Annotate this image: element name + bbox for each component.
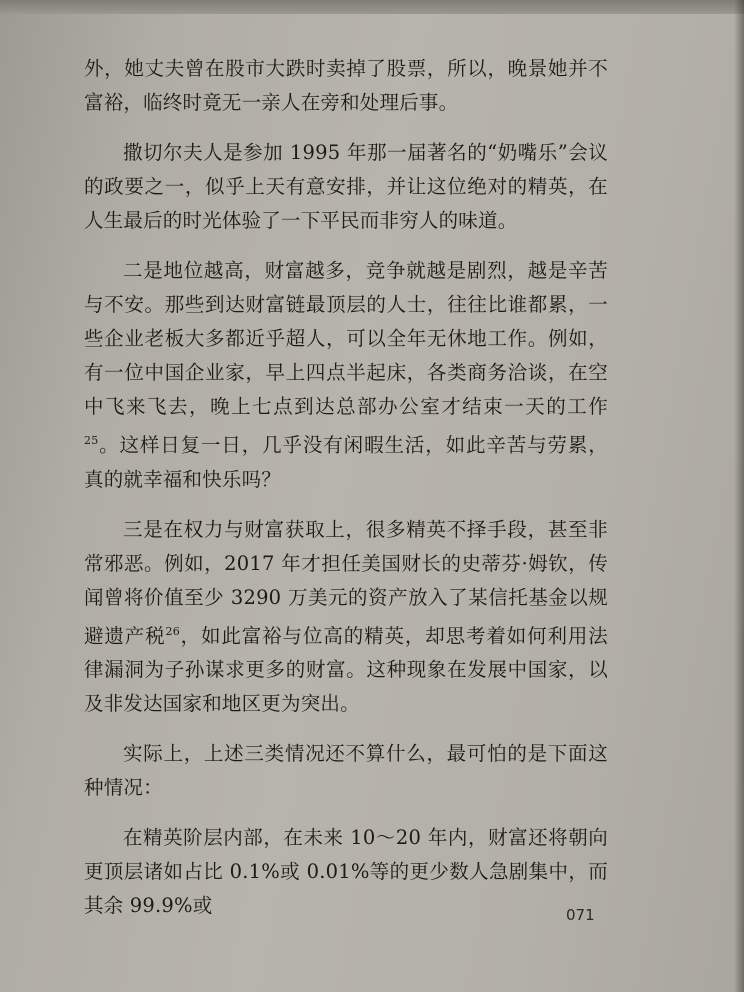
paragraph-4-text-after: ，如此富裕与位高的精英，却思考着如何利用法律漏洞为子孙谋求更多的财富。这种现象在发展中国家，以及非发达国家和地区更为突出。: [84, 624, 608, 715]
paragraph-6: [84, 821, 608, 923]
page-right-shadow: [734, 0, 744, 992]
footnote-ref-25: 25: [84, 434, 99, 447]
page-number: 071: [566, 906, 595, 924]
paragraph-5: [84, 737, 608, 805]
paragraph-5-text: 实际上，上述三类情况还不算什么，最可怕的是下面这种情况：: [84, 742, 608, 799]
paragraph-1: [84, 52, 608, 120]
footnote-ref-26: 26: [165, 624, 180, 638]
paragraph-4-text-before: 三是在权力与财富获取上，很多精英不择手段，甚至非常邪恶。例如，2017 年才担任美国财长的史蒂芬·姆钦，传闻曾将价值至少 3290 万美元的资产放入了某信托基金以规避遗产税: [84, 517, 608, 647]
paragraph-3-text-before: 二是地位越高，财富越多，竞争就越是剧烈，越是辛苦与不安。那些到达财富链最顶层的人士，往往比谁都累，一些企业老板大多都近乎超人，可以全年无休地工作。例如，有一位中国企业家，早上四点半起床，各类商务洽谈，在空中飞来飞去，晚上七点到达总部办公室才结束一天的工作: [84, 259, 608, 418]
paragraph-3: [84, 254, 608, 497]
paragraph-1-text: 外，她丈夫曾在股市大跌时卖掉了股票，所以，晚景她并不富裕，临终时竟无一亲人在旁和处理后事。: [84, 57, 608, 114]
paragraph-3-text-after: 。这样日复一日，几乎没有闲暇生活，如此辛苦与劳累，真的就幸福和快乐吗？: [84, 433, 608, 491]
body-text: [84, 52, 608, 923]
paragraph-6-text: 在精英阶层内部，在未来 10～20 年内，财富还将朝向更顶层诸如占比 0.1%或 0.01%等的更少数人急剧集中，而其余 99.9%或: [84, 826, 608, 917]
paragraph-2-text: 撒切尔夫人是参加 1995 年那一届著名的“奶嘴乐”会议的政要之一，似乎上天有意安排，并让这位绝对的精英，在人生最后的时光体验了一下平民而非穷人的味道。: [84, 141, 608, 232]
paragraph-4: [84, 513, 608, 722]
page-top-edge: [0, 0, 744, 14]
paragraph-2: [84, 136, 608, 238]
